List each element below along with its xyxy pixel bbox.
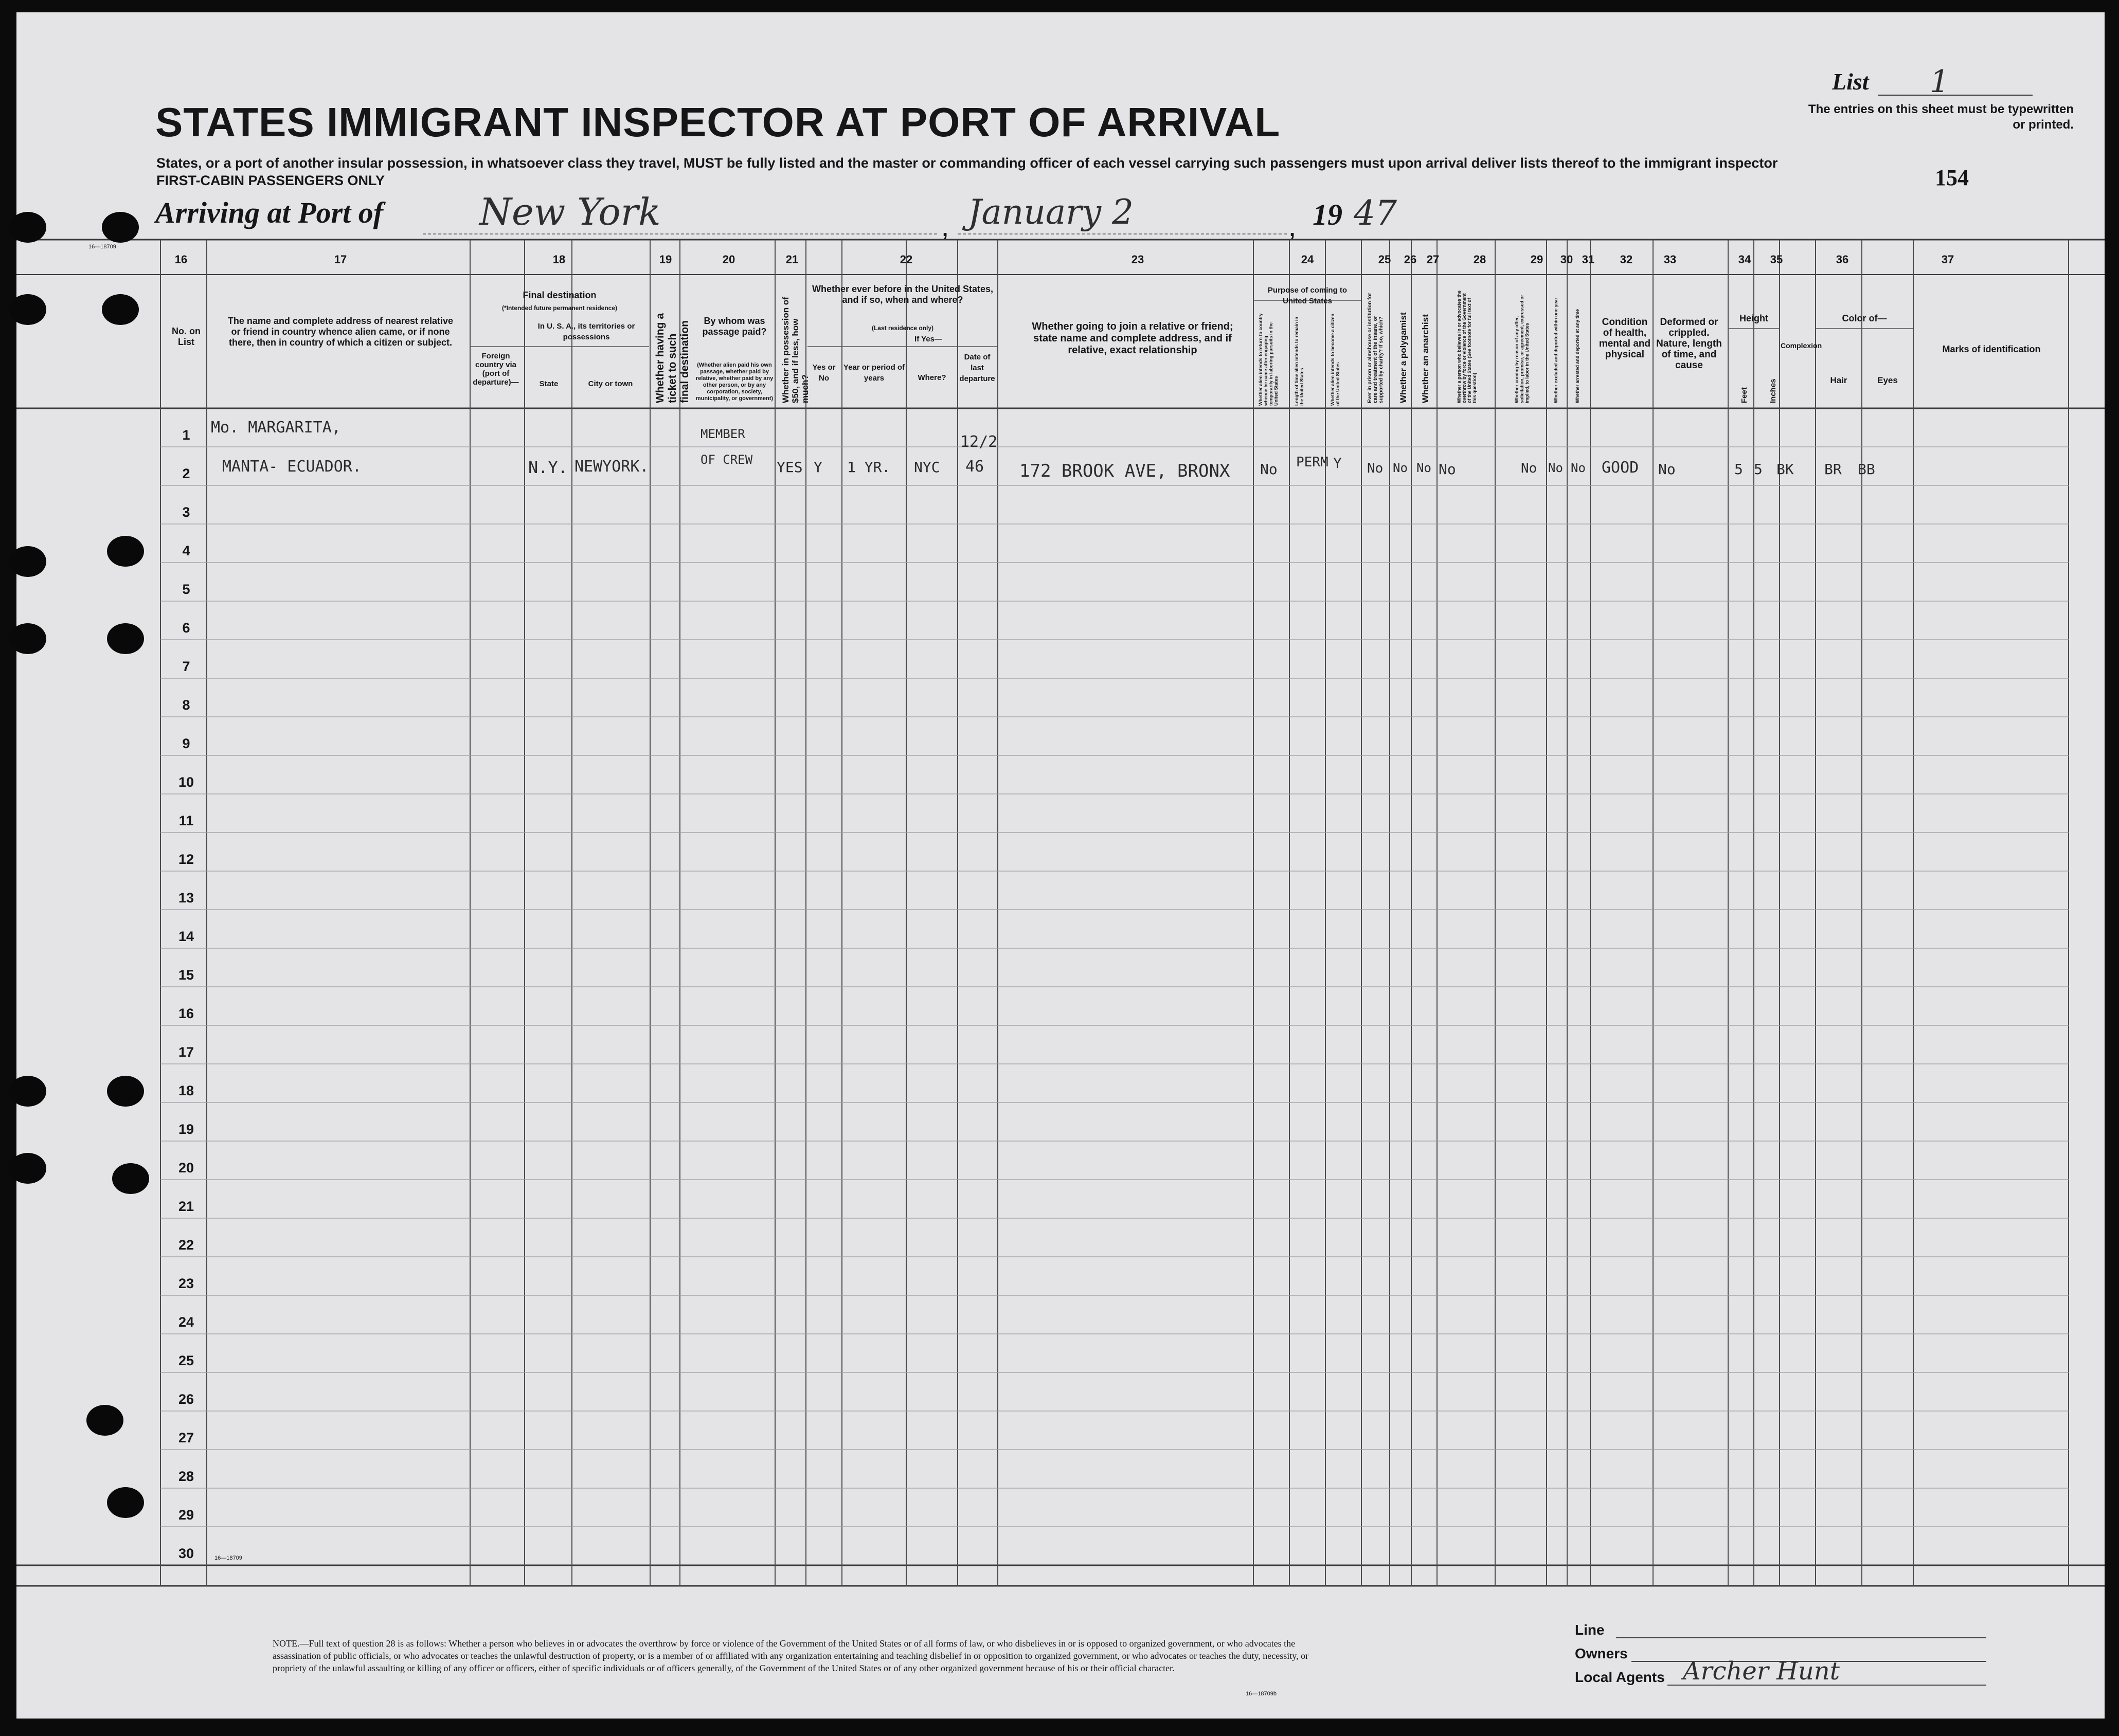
row-number: 21 [178, 1199, 194, 1214]
row-number: 18 [178, 1083, 194, 1098]
row-number: 3 [182, 504, 190, 520]
entry-purpose-return: No [1260, 461, 1278, 478]
hdr-final-destination: Final destination [523, 290, 597, 300]
hdr-marks: Marks of identification [1942, 344, 2041, 354]
col-18: 18 [552, 253, 566, 266]
hdr-eyes: Eyes [1877, 375, 1898, 385]
entry-ever-before: Y [814, 459, 822, 476]
hdr-passage-paid-note: (Whether alien paid his own passage, whether paid by relative, whether paid by any other person, or by any corporation, society, municipality, or government) [695, 362, 774, 402]
entry-prison: No [1367, 461, 1384, 476]
hdr-purpose-return: Whether alien intends to return to country whence he came after engaging temporarily in laboring pursuits in the United States [1258, 313, 1279, 406]
hdr-in-usa: In U. S. A., its territories or possessions [537, 322, 635, 341]
row-number: 17 [178, 1044, 194, 1060]
entry-where: NYC [914, 459, 940, 476]
row-number: 7 [182, 659, 190, 674]
row-number: 11 [178, 813, 194, 828]
punch-hole [86, 1405, 123, 1436]
hdr-yes-or-no: Yes or No [812, 363, 836, 383]
entry-polygamist: No [1393, 461, 1408, 475]
hdr-excluded: Whether excluded and deported within one year [1553, 297, 1558, 403]
hdr-inches: Inches [1769, 378, 1777, 403]
entry-eyes: BB [1858, 461, 1875, 478]
hdr-no-on-list: No. on List [172, 326, 201, 347]
entry-passage-line1: MEMBER [701, 427, 745, 441]
entry-passage-line2: OF CREW [701, 453, 753, 467]
col-23: 23 [1131, 253, 1144, 266]
form-code-footer: 16—18709b [1246, 1691, 1277, 1697]
hdr-city: City or town [588, 379, 633, 388]
row-number: 10 [178, 774, 194, 790]
hdr-polygamist: Whether a polygamist [1398, 312, 1408, 403]
entry-relative-line2: MANTA- ECUADOR. [222, 458, 362, 476]
hdr-where: Where? [918, 373, 946, 382]
col-28: 28 [1473, 253, 1486, 266]
date-value: January 2 [968, 192, 1134, 232]
hdr-if-yes: If Yes— [914, 335, 942, 343]
row-number: 24 [178, 1314, 194, 1330]
form-subtitle: States, or a port of another insular possession, in whatsoever class they travel, MUST be fully listed and the master or commanding officer of each vessel carrying such passengers must upon arrival deliver lists thereof to the immigrant inspector [156, 155, 1778, 171]
row-number: 26 [178, 1391, 194, 1407]
col-35: 35 [1770, 253, 1783, 266]
local-agents-label: Local Agents [1575, 1669, 1665, 1685]
col-36: 36 [1836, 253, 1849, 266]
entry-last-departure-line2: 46 [965, 458, 984, 476]
hdr-color-of: Color of— [1842, 313, 1887, 323]
entry-hair: BR [1824, 461, 1842, 478]
punch-hole [9, 623, 46, 654]
class-line: FIRST-CABIN PASSENGERS ONLY [156, 173, 385, 188]
hdr-labor-offer: Whether coming by reason of any offer, solicitation, promise, or agreement, expressed or implied, to labor in the United States [1514, 295, 1530, 403]
comma-1: , [942, 218, 948, 241]
row-number: 14 [178, 929, 194, 944]
punch-hole [112, 1163, 149, 1194]
list-number: 1 [1930, 64, 1950, 100]
row-number: 4 [182, 543, 190, 558]
col-19: 19 [659, 253, 672, 266]
entry-feet: 5 [1734, 461, 1743, 478]
footnote-q28: NOTE.—Full text of question 28 is as follows: Whether a person who believes in or advocates the overthrow by force or violence of the Government of the United States or of all forms of law, or who disbelieves in or is opposed to organized government, or who advocates the assassination of public officials, or who advocates or teaches the unlawful destruction of property, or is a member of or affiliated with any organization entertaining and teaching disbelief in or opposition to organized government, or who advocates or teaches the duty, necessity, or propriety of the unlawful assaulting or killing of any officer or officers, either of specific individuals or of officers generally, of the Government of the United States or of any other organized government because of his or their official character. [273, 1638, 1309, 1673]
hdr-arrested: Whether arrested and deported at any time [1575, 309, 1580, 403]
port-value: New York [479, 190, 661, 233]
hdr-deformed: Deformed or crippled. Nature, length of time, and cause [1656, 317, 1722, 371]
punch-hole [107, 1487, 144, 1518]
row-number: 9 [182, 736, 190, 751]
typewritten-note: The entries on this sheet must be typewritten or printed. [1808, 102, 2074, 132]
col-29: 29 [1530, 253, 1543, 266]
row-number: 5 [182, 582, 190, 597]
row-number: 16 [178, 1006, 194, 1021]
punch-hole [102, 212, 139, 243]
hdr-state: State [539, 379, 559, 388]
year-prefix: 19 [1313, 198, 1342, 231]
hdr-health: Condition of health, mental and physical [1599, 317, 1651, 360]
hdr-final-destination-note: (*Intended future permanent residence) [501, 304, 618, 312]
line-label: Line [1575, 1622, 1605, 1638]
row-number: 8 [182, 697, 190, 713]
list-label: List [1832, 68, 1869, 95]
line-underline [1616, 1637, 1986, 1638]
col-33: 33 [1663, 253, 1677, 266]
form-title: STATES IMMIGRANT INSPECTOR AT PORT OF ARRIVAL [155, 99, 1281, 145]
row-number: 1 [182, 427, 190, 443]
entry-state: N.Y. [528, 458, 568, 477]
hdr-last-residence: (Last residence only) [871, 324, 934, 332]
col-31: 31 [1582, 253, 1595, 266]
hdr-height: Height [1739, 313, 1768, 323]
hdr-possession-50: Whether in possession of $50, and if less, how much? [781, 297, 810, 403]
owners-label: Owners [1575, 1645, 1628, 1661]
punch-hole [107, 1076, 144, 1107]
form-code-top: 16—18709 [88, 244, 116, 250]
col-22: 22 [900, 253, 913, 266]
row-number: 25 [178, 1353, 194, 1368]
col-32: 32 [1620, 253, 1633, 266]
punch-hole [102, 294, 139, 325]
hdr-prison: Ever in prison or almshouse or institution for care and treatment of the insane, or supported by charity? If so, which? [1367, 293, 1384, 403]
hdr-hair: Hair [1830, 375, 1847, 385]
hdr-joining: Whether going to join a relative or friend; state name and complete address, and if relative, exact relationship [1032, 321, 1233, 356]
entry-joining: 172 BROOK AVE, BRONX [1019, 461, 1230, 481]
entry-excluded: No [1548, 461, 1563, 475]
entry-purpose-length: PERM [1296, 455, 1328, 470]
hdr-nearest-relative: The name and complete address of nearest relative or friend in country whence alien came, or if none there, then in country of which a citizen or subject. [227, 316, 454, 348]
col-16: 16 [174, 253, 188, 266]
col-17: 17 [334, 253, 347, 266]
punch-hole [9, 294, 46, 325]
hdr-purpose-length: Length of time alien intends to remain in the United States [1294, 316, 1304, 406]
row-number: 23 [178, 1276, 194, 1291]
ledger-grid [16, 12, 2105, 1719]
col-30: 30 [1560, 253, 1573, 266]
row-number: 28 [178, 1469, 194, 1484]
col-27: 27 [1426, 253, 1440, 266]
row-number: 2 [182, 466, 190, 481]
col-20: 20 [722, 253, 735, 266]
entry-last-departure-line1: 12/2 [960, 433, 998, 451]
hdr-anarchist: Whether an anarchist [1421, 314, 1430, 403]
row-number: 13 [178, 890, 194, 906]
row-number: 30 [178, 1546, 194, 1561]
manifest-sheet [16, 12, 2105, 1719]
row-number: 20 [178, 1160, 194, 1176]
col-21: 21 [785, 253, 799, 266]
entry-complexion: BK [1776, 461, 1794, 478]
comma-2: , [1289, 218, 1296, 241]
hdr-purpose: Purpose of coming to United States [1267, 286, 1348, 305]
row-number: 19 [178, 1122, 194, 1137]
entry-city: NEWYORK. [574, 458, 649, 476]
punch-hole [9, 212, 46, 243]
hdr-ticket: Whether having a ticket to such final destination [654, 313, 691, 403]
hdr-ever-before: Whether ever before in the United States, and if so, when and where? [812, 284, 994, 305]
entry-health: GOOD [1602, 459, 1639, 477]
row-number: 29 [178, 1507, 194, 1523]
row-number: 22 [178, 1237, 194, 1253]
hdr-foreign-country: Foreign country via (port of departure)— [473, 352, 519, 387]
punch-hole [9, 1076, 46, 1107]
punch-hole [107, 536, 144, 567]
hdr-feet: Feet [1740, 387, 1749, 403]
col-37: 37 [1941, 253, 1954, 266]
punch-hole [9, 546, 46, 577]
entry-year-period: 1 YR. [847, 459, 891, 476]
hdr-year-period: Year or period of years [843, 363, 905, 383]
row-number: 27 [178, 1430, 194, 1445]
entry-arrested: No [1571, 461, 1586, 475]
entry-overthrow: No [1439, 461, 1456, 478]
entry-purpose-citizen: Y [1333, 455, 1342, 472]
arriving-label: Arriving at Port of [155, 196, 384, 229]
col-24: 24 [1301, 253, 1314, 266]
hdr-complexion: Complexion [1781, 341, 1822, 350]
hdr-last-departure: Date of last departure [959, 353, 995, 383]
entry-inches: 5 [1754, 461, 1763, 478]
col-34: 34 [1738, 253, 1751, 266]
page-number: 154 [1935, 165, 1969, 190]
col-26: 26 [1404, 253, 1417, 266]
entry-anarchist: No [1416, 461, 1431, 475]
row-number: 12 [178, 852, 194, 867]
local-agents-signature: Archer Hunt [1683, 1657, 1840, 1686]
punch-hole [107, 623, 144, 654]
row-number: 6 [182, 620, 190, 636]
punch-hole [9, 1153, 46, 1184]
row-number: 15 [178, 967, 194, 983]
entry-relative-line1: Mo. MARGARITA, [211, 419, 341, 437]
col-25: 25 [1378, 253, 1391, 266]
hdr-overthrow: Whether a person who believes in or advocates the overthrow by force or violence of the Government of the United States (See footnote for full text of this question) [1457, 290, 1477, 403]
entry-possession: YES [777, 459, 803, 476]
entry-deformed: No [1658, 461, 1676, 478]
form-code-bottom: 16—18709 [214, 1555, 242, 1561]
year-suffix: 47 [1354, 193, 1397, 233]
hdr-passage-paid: By whom was passage paid? [702, 316, 767, 337]
entry-labor-offer: No [1521, 461, 1537, 476]
hdr-purpose-citizen: Whether alien intends to become a citizen of the United States [1330, 313, 1340, 406]
